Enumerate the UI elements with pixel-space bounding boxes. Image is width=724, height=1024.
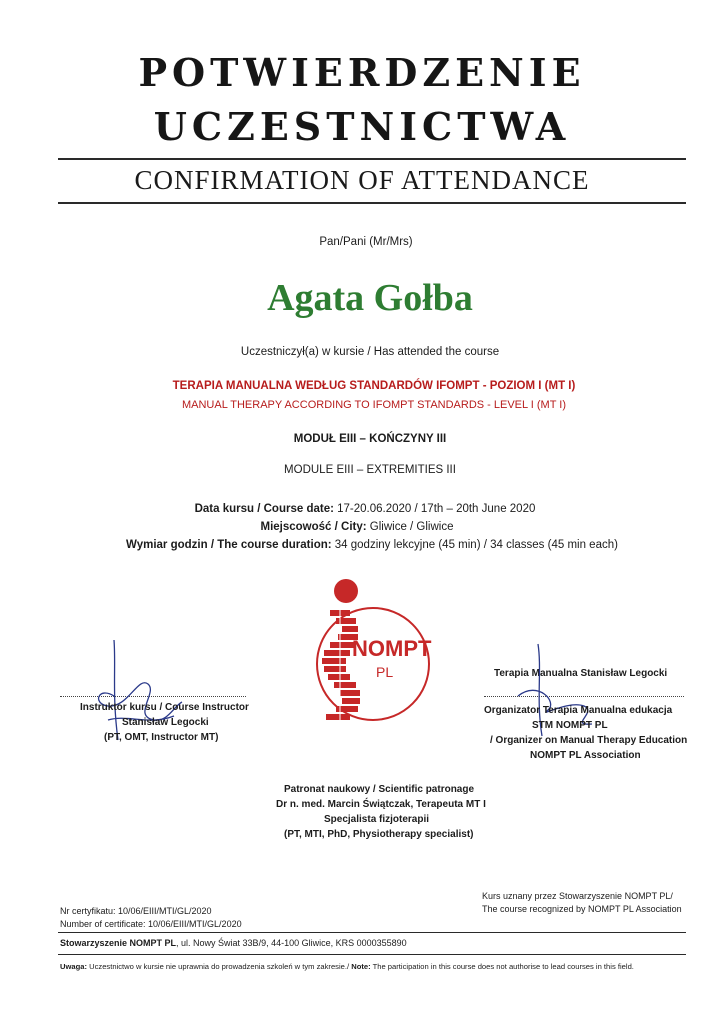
salutation: Pan/Pani (Mr/Mrs) [319,236,413,248]
course-date-row [6,500,724,518]
attended-text: Uczestniczył(a) w kursie / Has attended the course [240,346,500,358]
footer-note-label-en: Note: [349,962,371,971]
organizer-block [484,703,694,763]
certificate-block [60,905,242,931]
module-en: MODULE EIII – EXTREMITIES III [284,464,456,476]
footer-note [60,962,634,971]
course-duration-value: 34 godziny lekcyjne (45 min) / 34 classes (45 min each) [334,539,618,551]
course-city-label: Miejscowość / City: [260,521,367,533]
patronage-block [276,782,516,842]
nompt-logo [302,574,442,734]
course-title-pl: TERAPIA MANUALNA WEDŁUG STANDARDÓW IFOMPT - POZIOM I (MT I) [172,380,576,392]
recognition-line-2: The course recognized by NOMPT PL Association [482,904,682,914]
instructor-block [80,700,270,745]
recognition-line-1: Kurs uznany przez Stowarzyszenie NOMPT PL/ [482,891,673,901]
certificate-line-1: Nr certyfikatu: 10/06/EIII/MTI/GL/2020 [60,906,212,916]
certificate-line-2: Number of certificate: 10/06/EIII/MTI/GL/2020 [60,919,242,929]
course-city-row [0,518,724,536]
header-top-rule [58,158,686,160]
patronage-line-4: (PT, MTI, PhD, Physiotherapy specialist) [284,829,474,840]
patronage-line-2: Dr n. med. Marcin Świątczak, Terapeuta MT I [276,799,486,810]
patronage-line-1: Patronat naukowy / Scientific patronage [284,784,475,795]
footer-note-label-pl: Uwaga: [60,962,88,971]
instructor-line-1: Instruktor kursu / Course Instructor [80,702,249,713]
module-pl: MODUŁ EIII – KOŃCZYNY III [293,433,447,445]
organizer-line-3: / Organizer on Manual Therapy Education [490,735,688,746]
footer-note-en: The participation in this course does not authorise to lead courses in this field. [370,962,634,971]
course-details [0,500,724,554]
participant-name: Agata Gołba [267,277,473,319]
course-title-en: MANUAL THERAPY ACCORDING TO IFOMPT STANDARDS - LEVEL I (MT I) [181,399,567,411]
title-line-2: UCZESTNICTWA [153,104,571,149]
logo-text-main: NOMPT [352,636,432,661]
organizer-line-4: NOMPT PL Association [530,750,641,761]
organizer-line-1: Organizator Terapia Manualna edukacja [484,705,673,716]
title-line-1: POTWIERDZENIE [138,50,586,95]
logo-text-sub: PL [376,664,394,680]
footer-association-name: Stowarzyszenie NOMPT PL [60,938,177,948]
footer-note-pl: Uczestnictwo w kursie nie uprawnia do prowadzenia szkoleń w tym zakresie./ [87,962,350,971]
recognition-block [482,890,682,916]
course-date-value: 17-20.06.2020 / 17th – 20th June 2020 [337,503,536,515]
course-duration-label: Wymiar godzin / The course duration: [126,539,332,551]
organizer-top: Terapia Manualna Stanisław Legocki [494,668,668,679]
footer-association-address: , ul. Nowy Świat 33B/9, 44-100 Gliwice, KRS 0000355890 [176,938,407,948]
instructor-line-3: (PT, OMT, Instructor MT) [104,732,219,743]
footer-association [60,938,407,948]
course-date-label: Data kursu / Course date: [194,503,334,515]
footer-bottom-rule [58,954,686,955]
patronage-line-3: Specjalista fizjoterapii [324,814,430,825]
instructor-line-2: Stanisław Legocki [122,717,209,728]
organizer-line-2: STM NOMPT PL [532,720,608,731]
course-city-value: Gliwice / Gliwice [369,521,454,533]
header-bottom-rule [58,202,686,204]
subtitle: CONFIRMATION OF ATTENDANCE [134,165,590,195]
course-duration-row [20,536,724,554]
footer-top-rule [58,932,686,933]
